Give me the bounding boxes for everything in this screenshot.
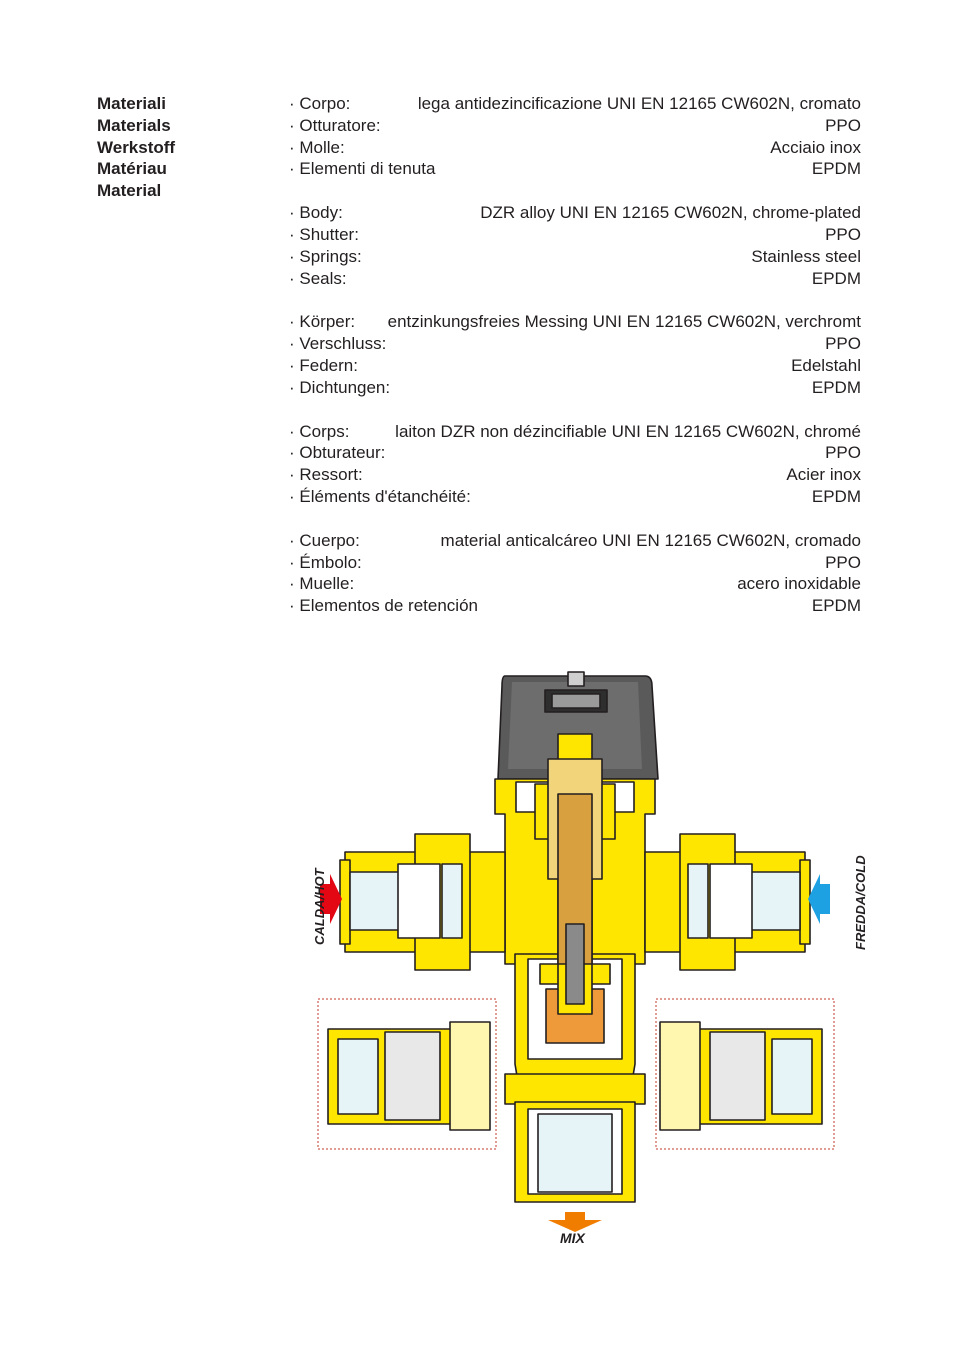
heading-material: Material (97, 181, 162, 201)
spec-value: EPDM (811, 159, 861, 179)
spec-row (289, 224, 861, 246)
spec-label: · Springs: (289, 246, 362, 266)
valve-cross-section-drawing (290, 664, 860, 1254)
spec-label: · Elementos de retención (289, 596, 478, 616)
mix-outlet-label: MIX (560, 1230, 585, 1246)
spec-label: · Körper: (289, 312, 356, 332)
spec-label: · Dichtungen: (289, 377, 391, 397)
spec-label: · Cuerpo: (289, 530, 360, 550)
spec-group-french (289, 421, 861, 508)
spec-value: lega antidezincificazione UNI EN 12165 CW602N, cromato (417, 94, 861, 113)
spec-label: · Verschluss: (289, 334, 387, 354)
spec-label: · Molle: (289, 137, 345, 157)
spec-label: · Corpo: (289, 94, 351, 113)
heading-materiali: Materiali (97, 94, 166, 113)
materials-spec-list (289, 93, 861, 639)
spec-row (289, 486, 861, 508)
spec-row (289, 421, 861, 443)
spec-row (289, 158, 861, 180)
spec-row (289, 137, 861, 159)
spec-value: DZR alloy UNI EN 12165 CW602N, chrome-plated (480, 203, 861, 223)
spec-label: · Seals: (289, 268, 347, 288)
spec-group-italian (289, 93, 861, 180)
spec-value: EPDM (811, 486, 861, 506)
heading-materials: Materials (97, 115, 171, 135)
spec-value: acero inoxidable (737, 574, 861, 594)
cold-inlet-label (834, 850, 868, 950)
spec-value: PPO (825, 334, 861, 354)
spec-row (289, 355, 861, 377)
spec-label: · Corps: (289, 421, 350, 441)
cold-arrow (808, 874, 830, 924)
mix-outlet-connection (505, 1074, 645, 1202)
heading-werkstoff: Werkstoff (97, 137, 176, 157)
spec-value: EPDM (811, 377, 861, 397)
spec-row (289, 377, 861, 399)
spec-value: material anticalcáreo UNI EN 12165 CW602N, cromado (440, 530, 861, 550)
spec-row (289, 311, 861, 333)
detail-right-check-valve (656, 999, 834, 1149)
spec-row (289, 268, 861, 290)
spec-label: · Shutter: (289, 224, 359, 244)
spec-value: EPDM (811, 268, 861, 288)
spec-value: EPDM (811, 596, 861, 616)
spec-value: Acciaio inox (770, 137, 861, 157)
spec-label: · Ressort: (289, 465, 363, 485)
spec-value: PPO (825, 443, 861, 463)
spec-value: PPO (825, 115, 861, 135)
spec-row (289, 202, 861, 224)
spec-group-english (289, 202, 861, 289)
spec-row (289, 595, 861, 617)
heading-materiau: Matériau (97, 159, 167, 179)
spec-label: · Otturatore: (289, 115, 381, 135)
spec-group-spanish (289, 530, 861, 617)
spec-label: · Émbolo: (289, 552, 362, 572)
hot-inlet-label-text: CALDA/HOT (312, 868, 327, 945)
detail-left-check-valve (318, 999, 496, 1149)
spec-value: PPO (825, 552, 861, 572)
spec-row (289, 333, 861, 355)
spec-row (289, 464, 861, 486)
spec-value: Acier inox (786, 465, 861, 485)
spec-label: · Éléments d'étanchéité: (289, 486, 471, 506)
spec-label: · Federn: (289, 355, 358, 375)
spec-label: · Body: (289, 203, 343, 223)
spec-value: Stainless steel (751, 246, 861, 266)
cold-inlet-label-text: FREDDA/COLD (853, 855, 868, 950)
spec-label: · Obturateur: (289, 443, 386, 463)
hot-inlet-connection (340, 834, 505, 970)
spec-row (289, 442, 861, 464)
spec-row (289, 552, 861, 574)
hot-inlet-label (290, 850, 327, 945)
cold-inlet-connection (645, 834, 810, 970)
spec-row (289, 115, 861, 137)
spec-value: Edelstahl (791, 355, 861, 375)
spec-row (289, 93, 861, 115)
valve-cross-section-figure (290, 664, 860, 1254)
materials-headings (97, 93, 175, 202)
spec-row (289, 530, 861, 552)
spec-row (289, 246, 861, 268)
spec-label: · Muelle: (289, 574, 355, 594)
spec-value: PPO (825, 224, 861, 244)
spec-label: · Elementi di tenuta (289, 159, 436, 179)
spec-value: entzinkungsfreies Messing UNI EN 12165 CW602N, verchromt (387, 312, 861, 332)
spec-row (289, 573, 861, 595)
mix-arrow (548, 1212, 602, 1232)
spec-value: laiton DZR non dézincifiable UNI EN 12165 CW602N, chromé (395, 421, 861, 441)
spec-group-german (289, 311, 861, 398)
